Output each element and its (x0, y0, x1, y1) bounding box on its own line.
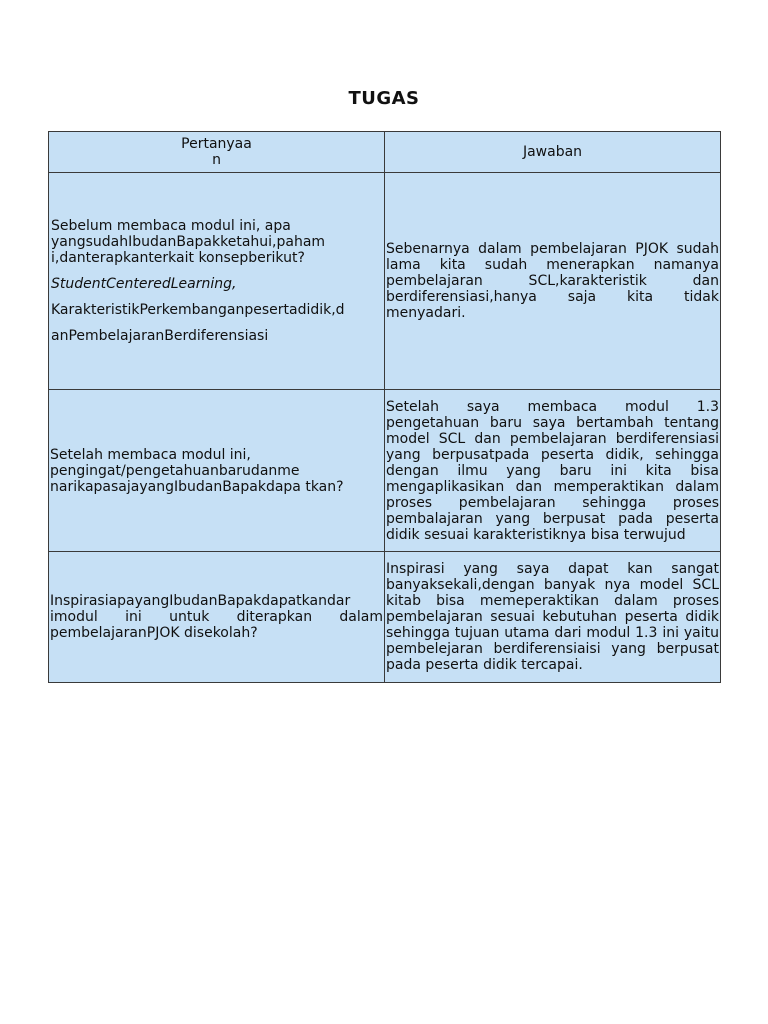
table-row (49, 552, 721, 683)
answer-text: Inspirasi yang saya dapat kan sangat banyaksekali,dengan banyak nya model SCL kitab bisa memeperaktikan dalam proses pembelajaran sesuai kebutuhan peserta didik sehingga tujuan utama dari modul 1.3 ini yaitu pembelejaran berdiferensiaisi yang berpusat pada peserta didik tercapai. (386, 561, 719, 673)
document-title: TUGAS (348, 88, 420, 109)
table-row (49, 390, 721, 552)
question-cell (49, 390, 385, 552)
header-question (49, 132, 385, 173)
question-text: InspirasiapayangIbudanBapakdapatkandar imodul ini untuk diterapkan dalam pembelajaranPJOK disekolah? (50, 593, 383, 641)
header-answer-label: Jawaban (522, 144, 583, 160)
question-cell (49, 173, 385, 390)
table-row (49, 173, 721, 390)
answer-cell (385, 173, 721, 390)
header-answer (385, 132, 721, 173)
question-text: Setelah membaca modul ini, pengingat/pengetahuanbarudanme narikapasajayangIbudanBapakdapa tkan? (50, 446, 344, 495)
question-text: Sebelum membaca modul ini, apa yangsudahIbudanBapakketahui,paham i,danterapkanterkait konsepberikut? (51, 218, 326, 266)
question-term: KarakteristikPerkembanganpesertadidik,d (51, 302, 345, 318)
question-term: StudentCenteredLearning, (51, 276, 237, 292)
answer-text: Setelah saya membaca modul 1.3 pengetahuan baru saya bertambah tentang model SCL dan pembelajaran berdiferensiasi yang berpusatpada peserta didik, sehingga dengan ilmu yang baru ini kita bisa mengaplikasikan dan memperaktikan dalam proses pembelajaran sehingga proses pembalajaran yang berpusat pada peserta didik sesuai karakteristiknya bisa terwujud (386, 398, 719, 543)
header-question-part1: Pertanyaa (181, 136, 252, 152)
answer-cell (385, 552, 721, 683)
table-header-row (49, 132, 721, 173)
answer-text: Sebenarnya dalam pembelajaran PJOK sudah lama kita sudah menerapkan namanya pembelajaran SCL,karakteristik dan berdiferensiasi,hanya saja kita tidak menyadari. (386, 241, 719, 321)
header-question-part2: n (212, 152, 221, 168)
answer-cell (385, 390, 721, 552)
question-cell (49, 552, 385, 683)
task-table (48, 131, 721, 683)
question-term: anPembelajaranBerdiferensiasi (51, 328, 269, 344)
